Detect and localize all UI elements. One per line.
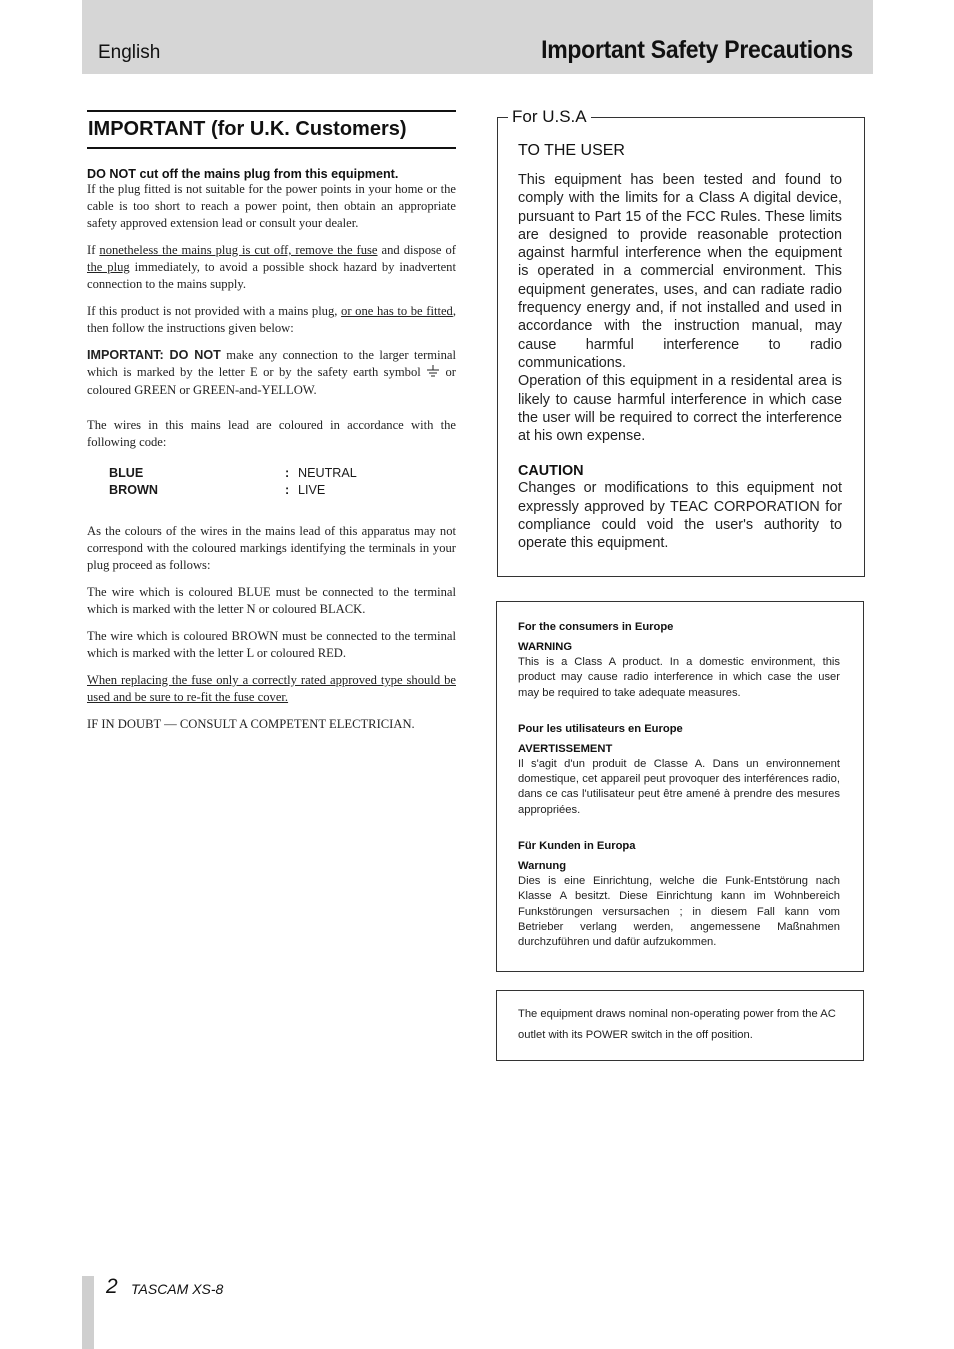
europe-warning-label: AVERTISSEMENT	[518, 742, 613, 755]
europe-section-heading: For the consumers in Europe	[518, 621, 674, 633]
underlined-text: nonetheless the mains plug is cut off, remove the fuse	[99, 243, 378, 257]
header-band	[82, 0, 873, 74]
text-run: and dispose of	[377, 243, 456, 257]
uk-paragraph-9: When replacing the fuse only a correctly rated approved type should be used and be sure to re-fit the fuse cover.	[87, 672, 456, 704]
europe-warning-text: This is a Class A product. In a domestic environment, this product may cause radio interference in which case the user may be required to take adequate measures.	[518, 656, 840, 699]
text-run: , then follow the instructions given below:	[87, 304, 456, 335]
europe-warning-text: Dies is eine Einrichtung, welche die Funk-Entstörung nach Klasse A besitzt. Diese Einrichtung kann im Wohnbereich Funkstörungen versursachen ; in diesem Fall kann vom Betrieber verlang werden, angemessene Maßnahmen durchzuführen und dafür aufzukommen.	[518, 875, 840, 949]
europe-content	[518, 620, 840, 972]
europe-warning-label: Warnung	[518, 860, 567, 873]
text-run: immediately, to avoid a possible shock hazard by inadvertent connection to the mains supply.	[87, 260, 456, 291]
usa-paragraph-1: This equipment has been tested and found to comply with the limits for a Class A digital device, pursuant to Part 15 of the FCC Rules. These limits are designed to provide reasonable protection against harmful interference when the equipment is operated in a commercial environment. This equipment generates, uses, and can radiate radio frequency energy and, if not installed and used in accordance with the instruction manual, may cause harmful interference to radio communications.	[518, 172, 842, 371]
uk-paragraph-3	[87, 303, 456, 337]
underlined-text: the plug	[87, 260, 130, 274]
wire-color-table	[109, 465, 456, 499]
europe-section-heading: Pour les utilisateurs en Europe	[518, 722, 683, 735]
europe-section-heading: Für Kunden in Europa	[518, 840, 636, 853]
important-label: IMPORTANT: DO NOT	[87, 348, 221, 362]
earth-ground-icon	[426, 365, 440, 382]
uk-paragraph-5: The wires in this mains lead are coloured in accordance with the following code:	[87, 417, 456, 449]
europe-notice-box	[496, 601, 864, 972]
usa-paragraph-2: Operation of this equipment in a residental area is likely to cause harmful interference in which case the user will be required to correct the interference at his own expense.	[518, 373, 842, 445]
text-run: or coloured GREEN or GREEN-and-YELLOW.	[87, 365, 456, 397]
footer-bar	[82, 1276, 94, 1349]
uk-subhead: DO NOT cut off the mains plug from this equipment.	[87, 167, 399, 181]
power-note-box	[496, 990, 864, 1061]
page-number: 2	[106, 1275, 118, 1298]
usa-caution-heading: CAUTION	[518, 463, 584, 480]
usa-content	[518, 142, 842, 553]
usa-caution-text: Changes or modifications to this equipment not expressly approved by TEAC CORPORATION for compliance could void the user's authority to operate this equipment.	[518, 480, 842, 552]
uk-paragraph-7: The wire which is coloured BLUE must be connected to the terminal which is marked with the letter N or coloured BLACK.	[87, 584, 456, 616]
uk-paragraph-4	[87, 347, 456, 399]
uk-section	[87, 110, 456, 743]
wire-row	[109, 482, 456, 499]
text-run: make any connection to the larger terminal which is marked by the letter E or by the safety earth symbol	[87, 348, 456, 379]
uk-heading: IMPORTANT (for U.K. Customers)	[87, 110, 456, 149]
power-note-text: The equipment draws nominal non-operating power from the AC outlet with its POWER switch in the off position.	[518, 1008, 836, 1041]
text-run: If	[87, 243, 100, 257]
usa-heading: TO THE USER	[518, 142, 625, 159]
wire-separator: :	[285, 482, 290, 497]
underlined-text: or one has to be fitted	[341, 304, 453, 318]
uk-paragraph-1: If the plug fitted is not suitable for the power points in your home or the cable is too short to reach a power point, then obtain an appropriate safety approved extension lead or consult your dealer.	[87, 182, 456, 230]
uk-paragraph-10: IF IN DOUBT — CONSULT A COMPETENT ELECTRICIAN.	[87, 716, 415, 731]
wire-row	[109, 465, 456, 482]
uk-paragraph-6: As the colours of the wires in the mains lead of this apparatus may not correspond with the coloured markings identifying the terminals in your plug proceed as follows:	[87, 523, 456, 572]
page-title: Important Safety Precautions	[541, 36, 853, 64]
header-language: English	[98, 42, 161, 63]
wire-color: BROWN	[109, 482, 158, 497]
europe-warning-label: WARNING	[518, 641, 573, 653]
text-run: If this product is not provided with a mains plug,	[87, 304, 342, 318]
wire-color: BLUE	[109, 465, 144, 480]
usa-legend: For U.S.A	[508, 107, 591, 127]
wire-separator: :	[285, 465, 290, 480]
europe-warning-text: Il s'agit d'un produit de Classe A. Dans un environnement domestique, cet appareil peut provoquer des interférences radio, dans ce cas l'utilisateur peut être amené à prendre des mesures appropriées.	[518, 757, 840, 816]
uk-paragraph-8: The wire which is coloured BROWN must be connected to the terminal which is marked with the letter L or coloured RED.	[87, 628, 456, 660]
footer-model: TASCAM XS-8	[131, 1281, 224, 1297]
wire-role: LIVE	[298, 482, 326, 497]
usa-notice-box	[497, 107, 865, 577]
wire-role: NEUTRAL	[298, 465, 357, 480]
uk-paragraph-2	[87, 242, 456, 293]
